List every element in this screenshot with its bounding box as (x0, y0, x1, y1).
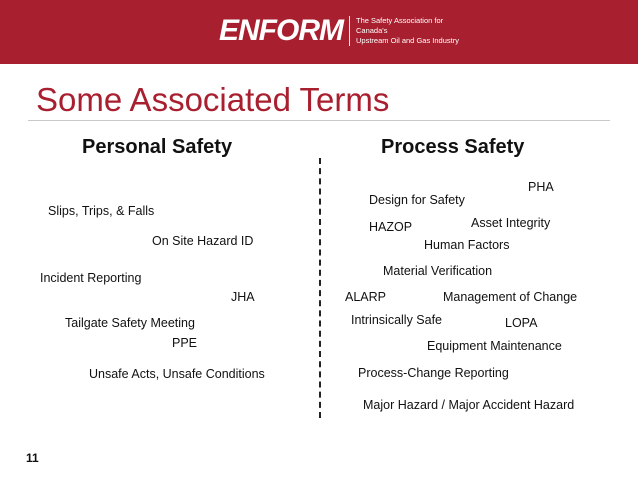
term-alarp: ALARP (345, 290, 386, 304)
term-ppe: PPE (172, 336, 198, 350)
term-equipment-maintenance: Equipment Maintenance (427, 339, 562, 353)
term-material-verification: Material Verification (383, 264, 493, 278)
term-intrinsically-safe: Intrinsically Safe (351, 313, 443, 327)
term-tailgate-safety-meeting: Tailgate Safety Meeting (65, 316, 195, 330)
term-design-for-safety: Design for Safety (369, 193, 465, 207)
logo-separator (349, 16, 350, 46)
term-on-site-hazard-id: On Site Hazard ID (152, 234, 254, 248)
term-major-hazard: Major Hazard / Major Accident Hazard (363, 398, 575, 412)
enform-logo (219, 14, 466, 48)
term-pha: PHA (528, 180, 554, 194)
term-management-of-change: Management of Change (443, 290, 578, 304)
logo-wordmark: ENFORM (219, 14, 343, 47)
term-process-change-reporting: Process-Change Reporting (358, 366, 509, 380)
logo-tagline (356, 16, 466, 46)
header-banner (0, 0, 638, 64)
slide-title: Some Associated Terms (36, 81, 390, 118)
term-hazop: HAZOP (369, 220, 413, 234)
logo-tagline-line2: Upstream Oil and Gas Industry (356, 36, 459, 45)
title-rule (28, 120, 610, 121)
slide-number: 11 (26, 451, 39, 465)
term-unsafe-acts: Unsafe Acts, Unsafe Conditions (89, 367, 265, 381)
term-incident-reporting: Incident Reporting (40, 271, 142, 285)
term-asset-integrity: Asset Integrity (471, 216, 551, 230)
term-human-factors: Human Factors (424, 238, 510, 252)
term-jha: JHA (231, 290, 255, 304)
term-lopa: LOPA (505, 316, 538, 330)
logo-tagline-line1: The Safety Association for Canada's (356, 16, 444, 35)
process-safety-heading: Process Safety (381, 136, 525, 158)
column-divider (319, 158, 321, 418)
term-slips-trips-falls: Slips, Trips, & Falls (48, 204, 155, 218)
personal-safety-heading: Personal Safety (82, 136, 233, 158)
